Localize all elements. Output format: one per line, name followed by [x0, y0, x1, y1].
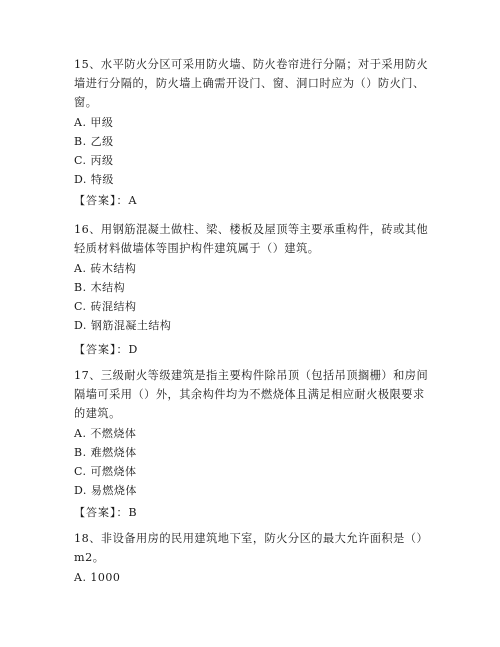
question-stem: 16、用钢筋混凝土做柱、梁、楼板及屋顶等主要承重构件，砖或其他轻质材料做墙体等围护构件建筑属于（）建筑。	[74, 223, 429, 255]
option-d: D. 特级	[74, 173, 114, 186]
answer-17: 【答案】：B	[74, 506, 138, 519]
option-c: C. 砖混结构	[74, 300, 137, 313]
answer-16: 【答案】：D	[74, 343, 139, 356]
question-17	[74, 366, 434, 500]
option-c: C. 丙级	[74, 154, 114, 167]
option-d: D. 钢筋混凝土结构	[74, 319, 172, 332]
option-b: B. 难燃烧体	[74, 446, 137, 459]
option-d: D. 易燃烧体	[74, 484, 137, 497]
option-b: B. 乙级	[74, 135, 114, 148]
option-a: A. 不燃烧体	[74, 427, 137, 440]
option-a: A. 砖木结构	[74, 262, 137, 275]
answer-15: 【答案】：A	[74, 194, 138, 207]
question-15	[74, 55, 434, 189]
option-c: C. 可燃烧体	[74, 465, 137, 478]
option-a: A. 甲级	[74, 116, 114, 129]
question-stem: 17、三级耐火等级建筑是指主要构件除吊顶（包括吊顶搁栅）和房间隔墙可采用（）外，其余构件均为不燃烧体且满足相应耐火极限要求的建筑。	[74, 369, 429, 420]
question-18	[74, 529, 434, 587]
question-stem: 18、非设备用房的民用建筑地下室，防火分区的最大允许面积是（）m2。	[74, 532, 429, 564]
question-stem: 15、水平防火分区可采用防火墙、防火卷帘进行分隔；对于采用防火墙进行分隔的，防火墙上确需开设门、窗、洞口时应为（）防火门、窗。	[74, 58, 429, 109]
option-b: B. 木结构	[74, 281, 126, 294]
option-a: A. 1000	[74, 571, 121, 584]
question-16	[74, 220, 434, 335]
